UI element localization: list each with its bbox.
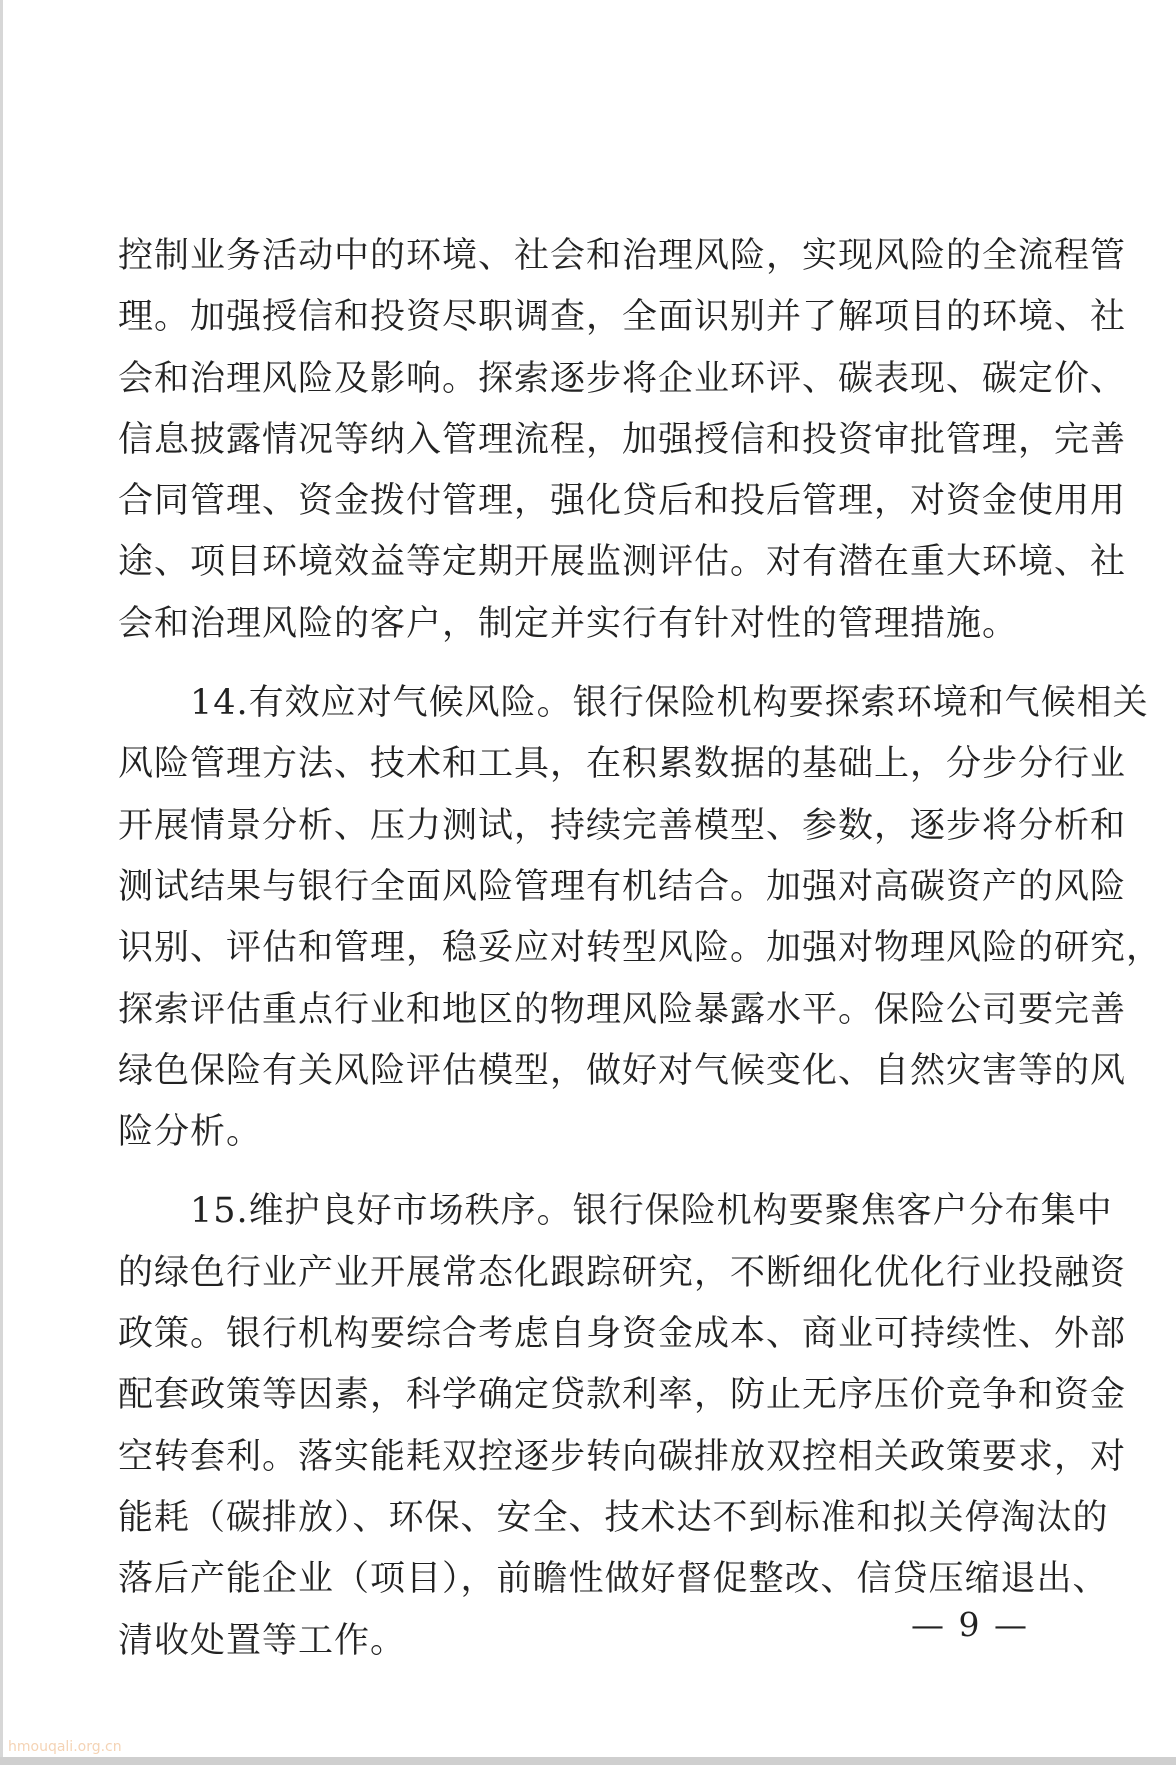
text-line: 会和治理风险及影响。探索逐步将企业环评、碳表现、碳定价、 — [118, 358, 1127, 399]
text-line: 绿色保险有关风险评估模型，做好对气候变化、自然灾害等的风 — [118, 1050, 1127, 1091]
text-line: 途、项目环境效益等定期开展监测评估。对有潜在重大环境、社 — [118, 542, 1127, 583]
text-line: 政策。银行机构要综合考虑自身资金成本、商业可持续性、外部 — [118, 1314, 1127, 1355]
text-line: 15.维护良好市场秩序。银行保险机构要聚焦客户分布集中 — [118, 1191, 1113, 1232]
text-line: 能耗（碳排放）、环保、安全、技术达不到标准和拟关停淘汰的 — [118, 1497, 1109, 1538]
text-line: 理。加强授信和投资尽职调查，全面识别并了解项目的环境、社 — [118, 297, 1127, 338]
text-line: 配套政策等因素，科学确定贷款利率，防止无序压价竞争和资金 — [118, 1375, 1127, 1416]
text-line: 测试结果与银行全面风险管理有机结合。加强对高碳资产的风险 — [118, 866, 1127, 907]
scan-left-edge — [0, 0, 3, 1765]
text-line: 险分析。 — [118, 1112, 263, 1153]
text-line: 识别、评估和管理，稳妥应对转型风险。加强对物理风险的研究， — [118, 928, 1163, 969]
text-line: 落后产能企业（项目），前瞻性做好督促整改、信贷压缩退出、 — [118, 1559, 1109, 1600]
text-line: 14.有效应对气候风险。银行保险机构要探索环境和气候相关 — [118, 683, 1149, 724]
text-line: 控制业务活动中的环境、社会和治理风险，实现风险的全流程管 — [118, 236, 1127, 276]
text-line: 信息披露情况等纳入管理流程，加强授信和投资审批管理，完善 — [118, 419, 1127, 460]
text-line: 探索评估重点行业和地区的物理风险暴露水平。保险公司要完善 — [118, 989, 1127, 1030]
text-line: 合同管理、资金拨付管理，强化贷后和投后管理，对资金使用用 — [118, 481, 1127, 522]
text-line: 的绿色行业产业开展常态化跟踪研究，不断细化优化行业投融资 — [118, 1252, 1127, 1293]
scan-bottom-edge — [0, 1757, 1176, 1765]
text-line: 风险管理方法、技术和工具，在积累数据的基础上，分步分行业 — [118, 744, 1127, 785]
body-text — [118, 226, 1163, 1672]
text-line: 开展情景分析、压力测试，持续完善模型、参数，逐步将分析和 — [118, 805, 1127, 846]
page-number: — 9 — — [911, 1605, 1029, 1644]
text-line: 会和治理风险的客户，制定并实行有针对性的管理措施。 — [118, 603, 1019, 644]
watermark: hmouqali.org.cn — [8, 1739, 122, 1755]
text-line: 空转套利。落实能耗双控逐步转向碳排放双控相关政策要求，对 — [118, 1436, 1127, 1477]
text-line: 清收处置等工作。 — [118, 1620, 407, 1661]
